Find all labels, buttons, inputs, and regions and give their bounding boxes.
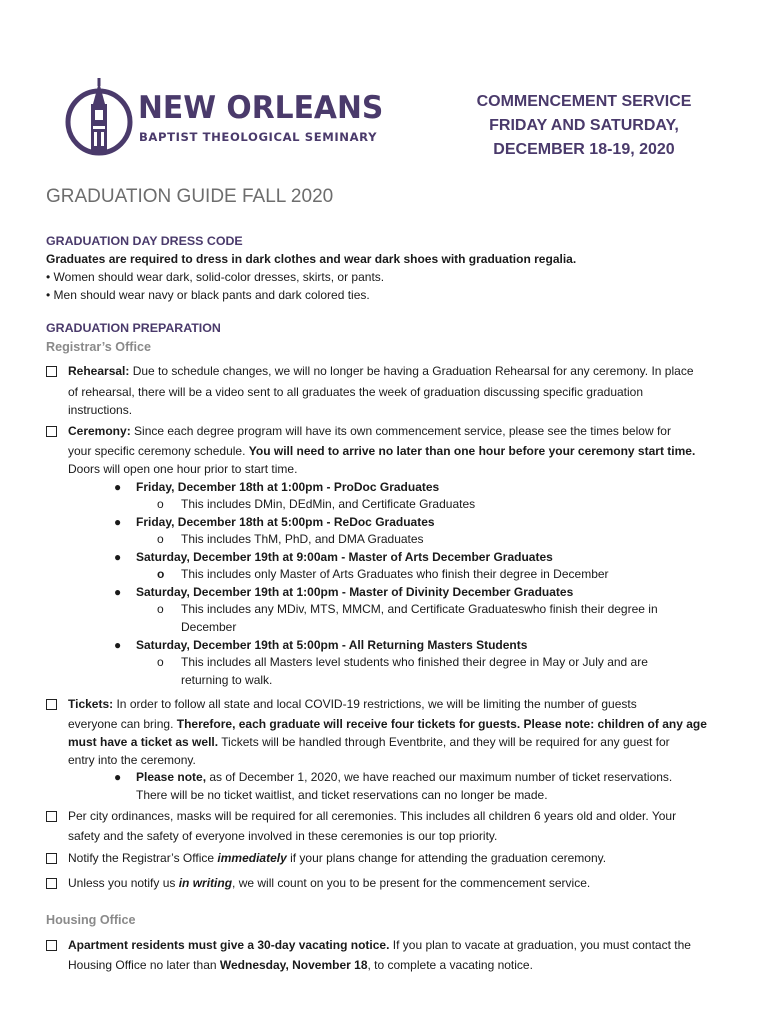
chapel-emblem-icon: [62, 78, 136, 160]
registrar-subheading: Registrar’s Office: [46, 340, 151, 354]
sub-bullet-icon: o: [157, 655, 164, 669]
event-line-1: COMMENCEMENT SERVICE: [476, 93, 692, 110]
ceremony-line-1: Ceremony: Since each degree program will have its own commencement service, please see the times below for: [68, 424, 671, 438]
schedule-item-detail: December: [181, 620, 237, 634]
checkbox-icon: [46, 811, 57, 822]
ceremony-line-3: Doors will open one hour prior to start time.: [68, 462, 298, 476]
sub-bullet-icon: o: [157, 567, 165, 581]
unless-line: Unless you notify us in writing, we will count on you to be present for the commencement service.: [68, 876, 591, 890]
housing-subheading: Housing Office: [46, 913, 136, 927]
event-line-3: DECEMBER 18-19, 2020: [493, 141, 675, 158]
page-title: GRADUATION GUIDE FALL 2020: [46, 186, 334, 207]
event-header: [440, 90, 728, 162]
schedule-item-title: Saturday, December 19th at 1:00pm - Master of Divinity December Graduates: [136, 585, 574, 599]
rehearsal-line-3: instructions.: [68, 403, 133, 417]
bullet-icon: ●: [114, 515, 122, 529]
rehearsal-line-2: of rehearsal, there will be a video sent to all graduates the week of graduation discussing specific graduation: [68, 385, 644, 399]
logo-subtitle: BAPTIST THEOLOGICAL SEMINARY: [139, 130, 378, 144]
tickets-line-1: Tickets: In order to follow all state and local COVID-19 restrictions, we will be limiting the number of guests: [68, 697, 637, 711]
tickets-line-3: must have a ticket as well. Tickets will be handled through Eventbrite, and they will be required for any guest for: [68, 735, 670, 749]
tickets-line-2: everyone can bring. Therefore, each graduate will receive four tickets for guests. Please note: children of any age: [68, 717, 707, 731]
checkbox-icon: [46, 940, 57, 951]
bullet-icon: ●: [114, 638, 122, 652]
bullet-icon: ●: [114, 770, 122, 784]
masks-line-2: safety and the safety of everyone involved in these ceremonies is our top priority.: [68, 829, 498, 843]
masks-line-1: Per city ordinances, masks will be required for all ceremonies. This includes all children 6 years old and older. Your: [68, 809, 677, 823]
checkbox-icon: [46, 853, 57, 864]
tickets-note-line-1: Please note, as of December 1, 2020, we have reached our maximum number of ticket reservations.: [136, 770, 673, 784]
schedule-item-detail: This includes any MDiv, MTS, MMCM, and Certificate Graduateswho finish their degree in: [181, 602, 658, 616]
schedule-item-title: Friday, December 18th at 5:00pm - ReDoc Graduates: [136, 515, 435, 529]
notify-line: Notify the Registrar’s Office immediately if your plans change for attending the graduation ceremony.: [68, 851, 607, 865]
sub-bullet-icon: o: [157, 602, 164, 616]
rehearsal-line-1: Rehearsal: Due to schedule changes, we will no longer be having a Graduation Rehearsal for any ceremony. In place: [68, 364, 694, 378]
schedule-item-detail: This includes all Masters level students who finished their degree in May or July and are: [181, 655, 648, 669]
schedule-item-detail: This includes ThM, PhD, and DMA Graduates: [181, 532, 424, 546]
bullet-icon: ●: [114, 550, 122, 564]
dress-code-heading: GRADUATION DAY DRESS CODE: [46, 234, 243, 248]
schedule-item-title: Saturday, December 19th at 5:00pm - All Returning Masters Students: [136, 638, 528, 652]
schedule-item-detail: This includes only Master of Arts Graduates who finish their degree in December: [181, 567, 609, 581]
sub-bullet-icon: o: [157, 497, 164, 511]
sub-bullet-icon: o: [157, 532, 164, 546]
checkbox-icon: [46, 878, 57, 889]
dress-code-lead: Graduates are required to dress in dark clothes and wear dark shoes with graduation regalia.: [46, 252, 577, 266]
dress-code-bullet-women: • Women should wear dark, solid-color dresses, skirts, or pants.: [46, 270, 385, 284]
bullet-icon: ●: [114, 585, 122, 599]
preparation-heading: GRADUATION PREPARATION: [46, 321, 221, 335]
bullet-icon: ●: [114, 480, 122, 494]
schedule-item-detail: returning to walk.: [181, 673, 273, 687]
ceremony-line-2: your specific ceremony schedule. You will need to arrive no later than one hour before your ceremony start time.: [68, 444, 696, 458]
housing-line-1: Apartment residents must give a 30-day vacating notice. If you plan to vacate at graduation, you must contact the: [68, 938, 691, 952]
event-line-2: FRIDAY AND SATURDAY,: [489, 117, 679, 134]
checkbox-icon: [46, 366, 57, 377]
logo-wordmark: NEW ORLEANS: [138, 90, 384, 126]
dress-code-bullet-men: • Men should wear navy or black pants and dark colored ties.: [46, 288, 370, 302]
schedule-item-title: Saturday, December 19th at 9:00am - Master of Arts December Graduates: [136, 550, 553, 564]
tickets-note-line-2: There will be no ticket waitlist, and ticket reservations can no longer be made.: [136, 788, 548, 802]
schedule-item-detail: This includes DMin, DEdMin, and Certificate Graduates: [181, 497, 476, 511]
seminary-logo: [62, 78, 392, 160]
tickets-line-4: entry into the ceremony.: [68, 753, 196, 767]
checkbox-icon: [46, 699, 57, 710]
schedule-item-title: Friday, December 18th at 1:00pm - ProDoc Graduates: [136, 480, 440, 494]
housing-line-2: Housing Office no later than Wednesday, November 18, to complete a vacating notice.: [68, 958, 533, 972]
checkbox-icon: [46, 426, 57, 437]
